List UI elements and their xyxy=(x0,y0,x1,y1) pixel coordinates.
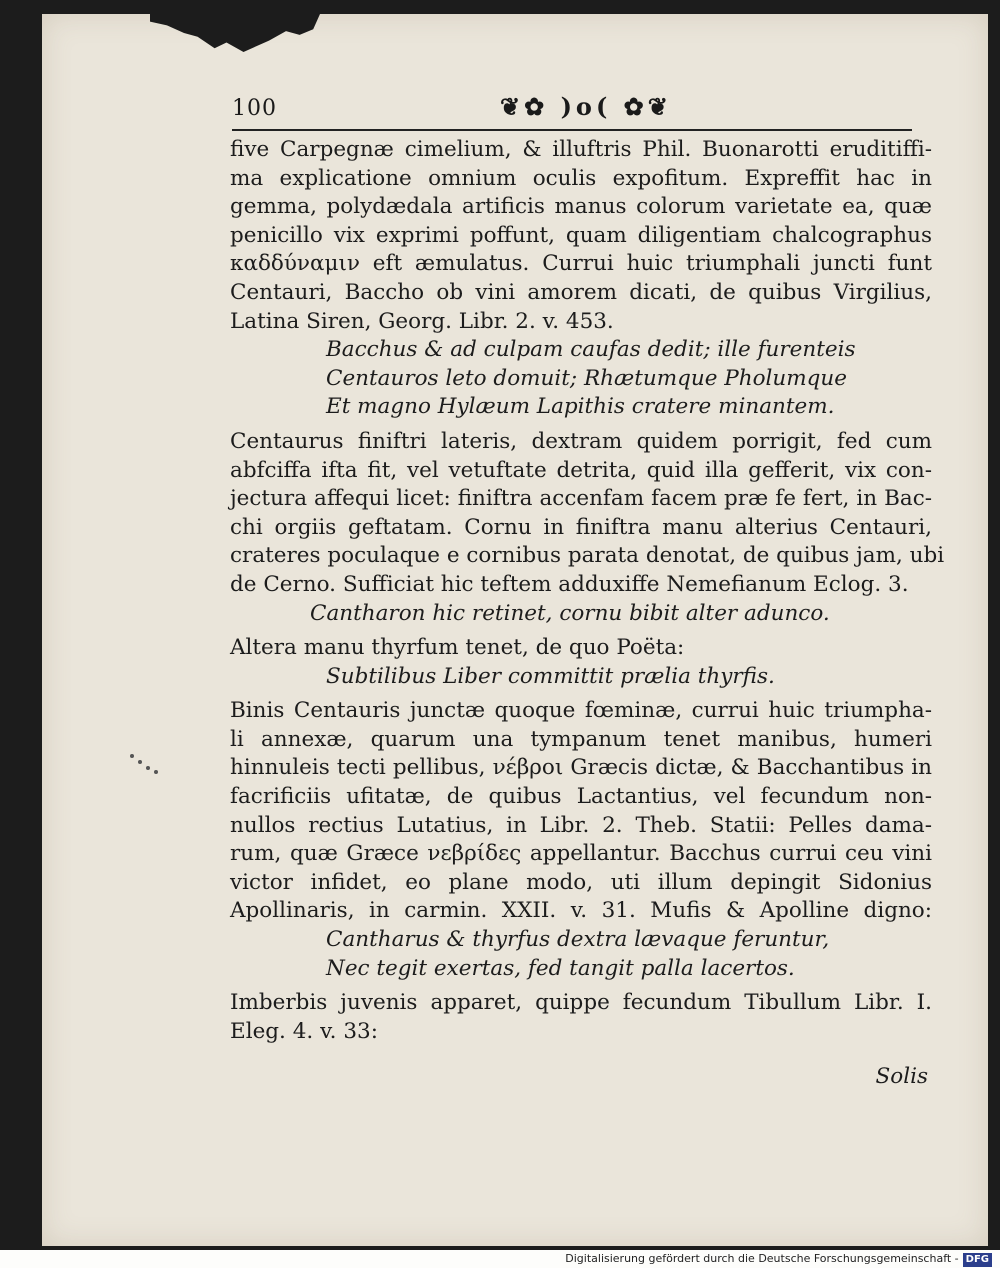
text-line: de Cerno. Sufficiat hic teftem adduxiffe Nemefianum Eclog. 3. xyxy=(230,571,909,597)
text-line: Latina Siren, Georg. Libr. 2. v. 453. xyxy=(230,308,614,334)
dfg-logo: DFG xyxy=(963,1253,992,1267)
verse-line: Bacchus & ad culpam caufas dedit; ille furenteis xyxy=(326,337,856,363)
verse-line: Subtilibus Liber committit prælia thyrfis. xyxy=(326,663,775,689)
text-line: li annexæ, quarum una tympanum tenet manibus, humeri xyxy=(230,726,932,752)
verse-line: Cantharus & thyrfus dextra lævaque feruntur, xyxy=(326,927,830,953)
margin-pencil-mark xyxy=(126,748,160,776)
catchword: Solis xyxy=(875,1064,928,1089)
verse-line: Nec tegit exertas, fed tangit palla lacertos. xyxy=(326,955,795,981)
text-line: hinnuleis tecti pellibus, νέβροι Græcis dictæ, & Bacchantibus in xyxy=(230,755,932,781)
text-line: victor infidet, eo plane modo, uti illum depingit Sidonius xyxy=(230,869,932,895)
verse-line: Centauros leto domuit; Rhætumque Pholumque xyxy=(326,365,847,391)
text-line: Apollinaris, in carmin. XXII. v. 31. Mufis & Apolline digno: xyxy=(230,898,932,924)
text-line: abfciffa ifta fit, vel vetuftate detrita, quid illa gefferit, vix con- xyxy=(230,457,932,483)
text-line: five Carpegnæ cimelium, & illuftris Phil. Buonarotti eruditiffi- xyxy=(230,137,932,162)
text-line: Imberbis juvenis apparet, quippe fecundum Tibullum Libr. I. xyxy=(230,990,932,1016)
text-line: facrificiis ufitatæ, de quibus Lactantius, vel fecundum non- xyxy=(230,784,932,810)
verse-line: Cantharon hic retinet, cornu bibit alter adunco. xyxy=(310,600,830,626)
text-line: nullos rectius Lutatius, in Libr. 2. Theb. Statii: Pelles dama- xyxy=(230,812,932,838)
text-line: jectura affequi licet: finiftra accenfam facem præ fe fert, in Bac- xyxy=(230,486,932,512)
text-line: crateres poculaque e cornibus parata denotat, de quibus jam, ubi xyxy=(230,543,945,569)
page-header xyxy=(232,92,912,128)
text-line: Centaurus finiftri lateris, dextram quidem porrigit, fed cum xyxy=(230,428,932,454)
text-line: Binis Centauris junctæ quoque fœminæ, currui huic triumpha- xyxy=(230,698,932,724)
verse-line: Et magno Hylæum Lapithis cratere minantem. xyxy=(326,394,835,420)
text-line: Centauri, Baccho ob vini amorem dicati, de quibus Virgilius, xyxy=(230,279,932,305)
text-line: ma explicatione omnium oculis expofitum. Expreffit hac in xyxy=(230,165,932,191)
text-line: καδδύναμιν eft æmulatus. Currui huic triumphali juncti funt xyxy=(230,251,932,277)
text-line: Altera manu thyrfum tenet, de quo Poëta: xyxy=(230,635,685,661)
text-line: gemma, polydædala artificis manus colorum varietate ea, quæ xyxy=(230,194,932,220)
text-line: rum, quæ Græce νεβρίδες appellantur. Bacchus currui ceu vini xyxy=(230,841,932,867)
page-number: 100 xyxy=(232,96,277,121)
text-line: Eleg. 4. v. 33: xyxy=(230,1018,378,1044)
text-line: penicillo vix exprimi poffunt, quam diligentiam chalcographus xyxy=(230,222,932,248)
footer-text: Digitalisierung gefördert durch die Deutsche Forschungsgemeinschaft - xyxy=(565,1252,959,1265)
body-text xyxy=(230,136,945,1046)
header-rule xyxy=(232,129,912,131)
digitization-footer xyxy=(565,1250,992,1268)
text-line: chi orgiis geftatam. Cornu in finiftra manu alterius Centauri, xyxy=(230,514,932,540)
header-ornament: ❦✿ )o( ✿❦ xyxy=(500,92,672,121)
